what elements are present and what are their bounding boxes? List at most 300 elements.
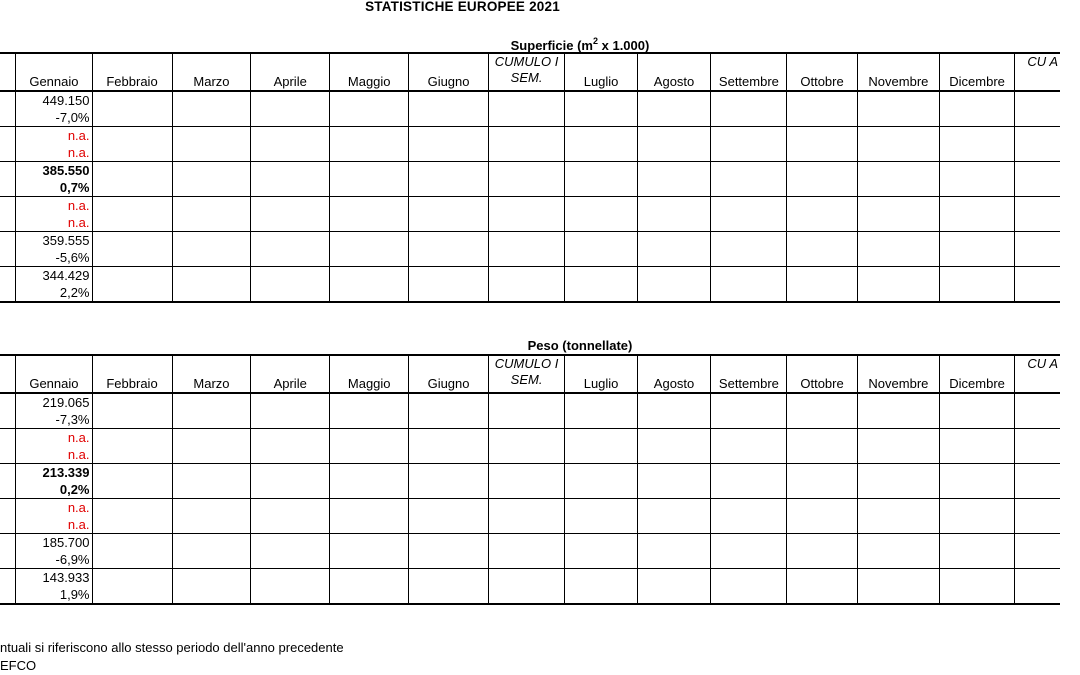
empty-cell [857, 586, 940, 604]
empty-cell [711, 429, 787, 447]
empty-cell [172, 214, 251, 232]
page-title: STATISTICHE EUROPEE 2021 [365, 0, 560, 14]
table-row [0, 446, 1060, 464]
empty-cell [330, 481, 409, 499]
empty-cell [92, 214, 172, 232]
empty-cell [330, 534, 409, 552]
empty-cell [1014, 446, 1060, 464]
empty-cell [637, 144, 711, 162]
empty-cell [251, 569, 330, 587]
empty-cell [251, 179, 330, 197]
empty-cell [172, 393, 251, 411]
empty-cell [857, 91, 940, 109]
empty-cell [92, 144, 172, 162]
empty-cell [172, 232, 251, 250]
empty-cell [711, 249, 787, 267]
empty-cell [172, 446, 251, 464]
table-row [0, 569, 1060, 587]
empty-cell [251, 232, 330, 250]
empty-cell [637, 551, 711, 569]
empty-cell [940, 446, 1015, 464]
column-header: Novembre [857, 53, 940, 91]
empty-cell [857, 197, 940, 215]
empty-cell [637, 411, 711, 429]
empty-cell [409, 284, 488, 302]
empty-cell [565, 144, 637, 162]
empty-cell [565, 284, 637, 302]
empty-cell [172, 91, 251, 109]
empty-cell [488, 197, 565, 215]
empty-cell [637, 109, 711, 127]
table-row [0, 249, 1060, 267]
stats-table [0, 354, 1060, 605]
empty-cell [787, 197, 857, 215]
empty-cell [637, 481, 711, 499]
empty-cell [857, 249, 940, 267]
column-header: Gennaio [16, 355, 92, 393]
empty-cell [711, 411, 787, 429]
empty-cell [565, 481, 637, 499]
empty-cell [711, 109, 787, 127]
row-label [0, 232, 16, 250]
empty-cell [787, 284, 857, 302]
empty-cell [565, 516, 637, 534]
empty-cell [1014, 534, 1060, 552]
column-header: Giugno [409, 355, 488, 393]
empty-cell [565, 197, 637, 215]
empty-cell [857, 214, 940, 232]
empty-cell [251, 284, 330, 302]
empty-cell [787, 411, 857, 429]
value-cell: 213.339 [16, 464, 92, 482]
empty-cell [787, 551, 857, 569]
empty-cell [251, 411, 330, 429]
empty-cell [172, 534, 251, 552]
empty-cell [1014, 179, 1060, 197]
empty-cell [940, 197, 1015, 215]
empty-cell [857, 534, 940, 552]
column-header: Settembre [711, 355, 787, 393]
empty-cell [172, 499, 251, 517]
empty-cell [172, 144, 251, 162]
empty-cell [172, 197, 251, 215]
value-cell: -5,6% [16, 249, 92, 267]
empty-cell [251, 481, 330, 499]
empty-cell [565, 109, 637, 127]
row-label [0, 162, 16, 180]
empty-cell [787, 214, 857, 232]
empty-cell [251, 144, 330, 162]
empty-cell [787, 232, 857, 250]
empty-cell [711, 232, 787, 250]
empty-cell [1014, 586, 1060, 604]
column-header: CU A [1014, 53, 1060, 91]
column-header: Marzo [172, 355, 251, 393]
empty-cell [711, 214, 787, 232]
empty-cell [940, 411, 1015, 429]
empty-cell [637, 284, 711, 302]
column-header: Febbraio [92, 355, 172, 393]
empty-cell [330, 411, 409, 429]
row-label [0, 429, 16, 447]
column-header: Luglio [565, 355, 637, 393]
empty-cell [92, 551, 172, 569]
empty-cell [1014, 411, 1060, 429]
value-cell: 185.700 [16, 534, 92, 552]
value-cell: -7,3% [16, 411, 92, 429]
empty-cell [711, 144, 787, 162]
empty-cell [637, 267, 711, 285]
empty-cell [172, 411, 251, 429]
row-label [0, 499, 16, 517]
empty-cell [1014, 214, 1060, 232]
empty-cell [1014, 551, 1060, 569]
column-header: CUMULO I SEM. [488, 53, 565, 91]
empty-cell [711, 91, 787, 109]
value-cell: n.a. [16, 429, 92, 447]
empty-cell [711, 127, 787, 145]
empty-cell [940, 267, 1015, 285]
empty-cell [488, 534, 565, 552]
empty-cell [251, 109, 330, 127]
empty-cell [330, 232, 409, 250]
header-row [0, 355, 1060, 393]
empty-cell [330, 499, 409, 517]
empty-cell [787, 516, 857, 534]
row-label [0, 179, 16, 197]
table-row [0, 499, 1060, 517]
empty-cell [172, 481, 251, 499]
value-cell: 449.150 [16, 91, 92, 109]
empty-cell [1014, 162, 1060, 180]
value-cell: n.a. [16, 144, 92, 162]
empty-cell [92, 109, 172, 127]
empty-cell [92, 569, 172, 587]
table-row [0, 232, 1060, 250]
empty-cell [251, 586, 330, 604]
empty-cell [172, 429, 251, 447]
column-header: Dicembre [940, 355, 1015, 393]
empty-cell [857, 267, 940, 285]
value-cell: n.a. [16, 127, 92, 145]
empty-cell [565, 586, 637, 604]
empty-cell [330, 551, 409, 569]
empty-cell [787, 429, 857, 447]
empty-cell [409, 162, 488, 180]
table-row [0, 214, 1060, 232]
empty-cell [857, 516, 940, 534]
column-header: Giugno [409, 53, 488, 91]
empty-cell [251, 267, 330, 285]
empty-cell [251, 393, 330, 411]
empty-cell [787, 586, 857, 604]
empty-cell [172, 284, 251, 302]
empty-cell [940, 516, 1015, 534]
empty-cell [488, 586, 565, 604]
empty-cell [940, 393, 1015, 411]
empty-cell [330, 91, 409, 109]
empty-cell [330, 214, 409, 232]
empty-cell [940, 481, 1015, 499]
empty-cell [409, 551, 488, 569]
empty-cell [251, 197, 330, 215]
value-cell: 219.065 [16, 393, 92, 411]
empty-cell [92, 464, 172, 482]
empty-cell [637, 429, 711, 447]
empty-cell [711, 569, 787, 587]
empty-cell [251, 446, 330, 464]
empty-cell [1014, 481, 1060, 499]
table-row [0, 267, 1060, 285]
empty-cell [787, 144, 857, 162]
column-header: Febbraio [92, 53, 172, 91]
empty-cell [711, 179, 787, 197]
empty-cell [92, 249, 172, 267]
empty-cell [172, 569, 251, 587]
empty-cell [637, 162, 711, 180]
empty-cell [488, 284, 565, 302]
table-row [0, 144, 1060, 162]
empty-cell [330, 464, 409, 482]
empty-cell [857, 144, 940, 162]
empty-cell [330, 516, 409, 534]
empty-cell [92, 127, 172, 145]
empty-cell [1014, 232, 1060, 250]
column-header: CU A [1014, 355, 1060, 393]
empty-cell [857, 481, 940, 499]
empty-cell [92, 446, 172, 464]
empty-cell [787, 569, 857, 587]
empty-cell [1014, 284, 1060, 302]
empty-cell [857, 411, 940, 429]
empty-cell [488, 429, 565, 447]
empty-cell [488, 91, 565, 109]
row-label [0, 481, 16, 499]
empty-cell [488, 516, 565, 534]
empty-cell [92, 232, 172, 250]
empty-cell [857, 464, 940, 482]
empty-cell [488, 249, 565, 267]
row-label [0, 144, 16, 162]
empty-cell [787, 534, 857, 552]
value-cell: n.a. [16, 516, 92, 534]
empty-cell [409, 179, 488, 197]
empty-cell [488, 551, 565, 569]
empty-cell [409, 429, 488, 447]
empty-cell [637, 179, 711, 197]
value-cell: 0,7% [16, 179, 92, 197]
empty-cell [637, 516, 711, 534]
empty-cell [92, 499, 172, 517]
empty-cell [172, 464, 251, 482]
table-row [0, 91, 1060, 109]
column-header: Agosto [637, 355, 711, 393]
value-cell: n.a. [16, 197, 92, 215]
footnote-1: ntuali si riferiscono allo stesso periodo dell'anno precedente [0, 640, 344, 655]
table-row [0, 179, 1060, 197]
empty-cell [409, 267, 488, 285]
column-header: Dicembre [940, 53, 1015, 91]
row-label [0, 551, 16, 569]
empty-cell [251, 464, 330, 482]
empty-cell [637, 534, 711, 552]
empty-cell [940, 214, 1015, 232]
empty-cell [488, 127, 565, 145]
empty-cell [488, 481, 565, 499]
empty-cell [787, 446, 857, 464]
empty-cell [787, 393, 857, 411]
empty-cell [940, 284, 1015, 302]
empty-cell [172, 249, 251, 267]
column-header: Ottobre [787, 53, 857, 91]
empty-cell [637, 127, 711, 145]
empty-cell [1014, 393, 1060, 411]
row-label [0, 446, 16, 464]
empty-cell [172, 179, 251, 197]
empty-cell [565, 162, 637, 180]
empty-cell [251, 429, 330, 447]
empty-cell [711, 267, 787, 285]
footnote-2: EFCO [0, 658, 37, 673]
empty-cell [92, 516, 172, 534]
empty-cell [251, 249, 330, 267]
empty-cell [565, 232, 637, 250]
empty-cell [637, 249, 711, 267]
empty-cell [857, 127, 940, 145]
empty-cell [940, 144, 1015, 162]
empty-cell [409, 411, 488, 429]
empty-cell [409, 464, 488, 482]
empty-cell [488, 446, 565, 464]
empty-cell [857, 109, 940, 127]
empty-cell [787, 91, 857, 109]
empty-cell [488, 144, 565, 162]
empty-cell [565, 127, 637, 145]
empty-cell [565, 534, 637, 552]
row-label [0, 284, 16, 302]
empty-cell [637, 91, 711, 109]
empty-cell [565, 179, 637, 197]
column-header: Maggio [330, 355, 409, 393]
empty-cell [330, 197, 409, 215]
empty-cell [940, 127, 1015, 145]
empty-cell [940, 179, 1015, 197]
empty-cell [488, 109, 565, 127]
empty-cell [857, 499, 940, 517]
column-header: Maggio [330, 53, 409, 91]
column-header: Ottobre [787, 355, 857, 393]
column-header: Luglio [565, 53, 637, 91]
section-title: Peso (tonnellate) [527, 338, 633, 353]
value-cell: n.a. [16, 499, 92, 517]
empty-cell [787, 481, 857, 499]
value-cell: -7,0% [16, 109, 92, 127]
value-cell: 0,2% [16, 481, 92, 499]
empty-cell [857, 429, 940, 447]
header-row [0, 53, 1060, 91]
value-cell: 1,9% [16, 586, 92, 604]
table-row [0, 411, 1060, 429]
row-label [0, 197, 16, 215]
empty-cell [787, 127, 857, 145]
column-header: Aprile [251, 355, 330, 393]
empty-cell [857, 284, 940, 302]
empty-cell [857, 179, 940, 197]
empty-cell [251, 127, 330, 145]
empty-cell [711, 551, 787, 569]
empty-cell [172, 516, 251, 534]
empty-cell [92, 534, 172, 552]
empty-cell [940, 249, 1015, 267]
empty-cell [488, 569, 565, 587]
empty-cell [409, 393, 488, 411]
empty-cell [940, 464, 1015, 482]
empty-cell [92, 429, 172, 447]
empty-cell [330, 249, 409, 267]
empty-cell [409, 232, 488, 250]
empty-cell [488, 179, 565, 197]
value-cell: 344.429 [16, 267, 92, 285]
empty-cell [409, 516, 488, 534]
empty-cell [1014, 249, 1060, 267]
empty-cell [787, 162, 857, 180]
empty-cell [409, 586, 488, 604]
table-row [0, 534, 1060, 552]
row-label [0, 586, 16, 604]
table-row [0, 586, 1060, 604]
empty-cell [92, 162, 172, 180]
empty-cell [940, 586, 1015, 604]
table-row [0, 481, 1060, 499]
empty-cell [488, 267, 565, 285]
header-label-cell [0, 53, 16, 91]
empty-cell [330, 179, 409, 197]
value-cell: n.a. [16, 446, 92, 464]
empty-cell [637, 569, 711, 587]
empty-cell [565, 91, 637, 109]
empty-cell [409, 569, 488, 587]
table-row [0, 162, 1060, 180]
empty-cell [92, 393, 172, 411]
empty-cell [565, 551, 637, 569]
empty-cell [940, 551, 1015, 569]
empty-cell [488, 393, 565, 411]
empty-cell [1014, 464, 1060, 482]
empty-cell [409, 534, 488, 552]
empty-cell [565, 429, 637, 447]
empty-cell [787, 109, 857, 127]
empty-cell [92, 411, 172, 429]
row-label [0, 127, 16, 145]
empty-cell [92, 179, 172, 197]
empty-cell [787, 499, 857, 517]
empty-cell [857, 393, 940, 411]
empty-cell [92, 284, 172, 302]
row-label [0, 109, 16, 127]
empty-cell [409, 481, 488, 499]
table-row [0, 197, 1060, 215]
empty-cell [409, 127, 488, 145]
empty-cell [1014, 144, 1060, 162]
table-row [0, 393, 1060, 411]
row-label [0, 464, 16, 482]
empty-cell [637, 464, 711, 482]
empty-cell [251, 516, 330, 534]
empty-cell [409, 197, 488, 215]
empty-cell [251, 91, 330, 109]
empty-cell [172, 267, 251, 285]
empty-cell [711, 446, 787, 464]
